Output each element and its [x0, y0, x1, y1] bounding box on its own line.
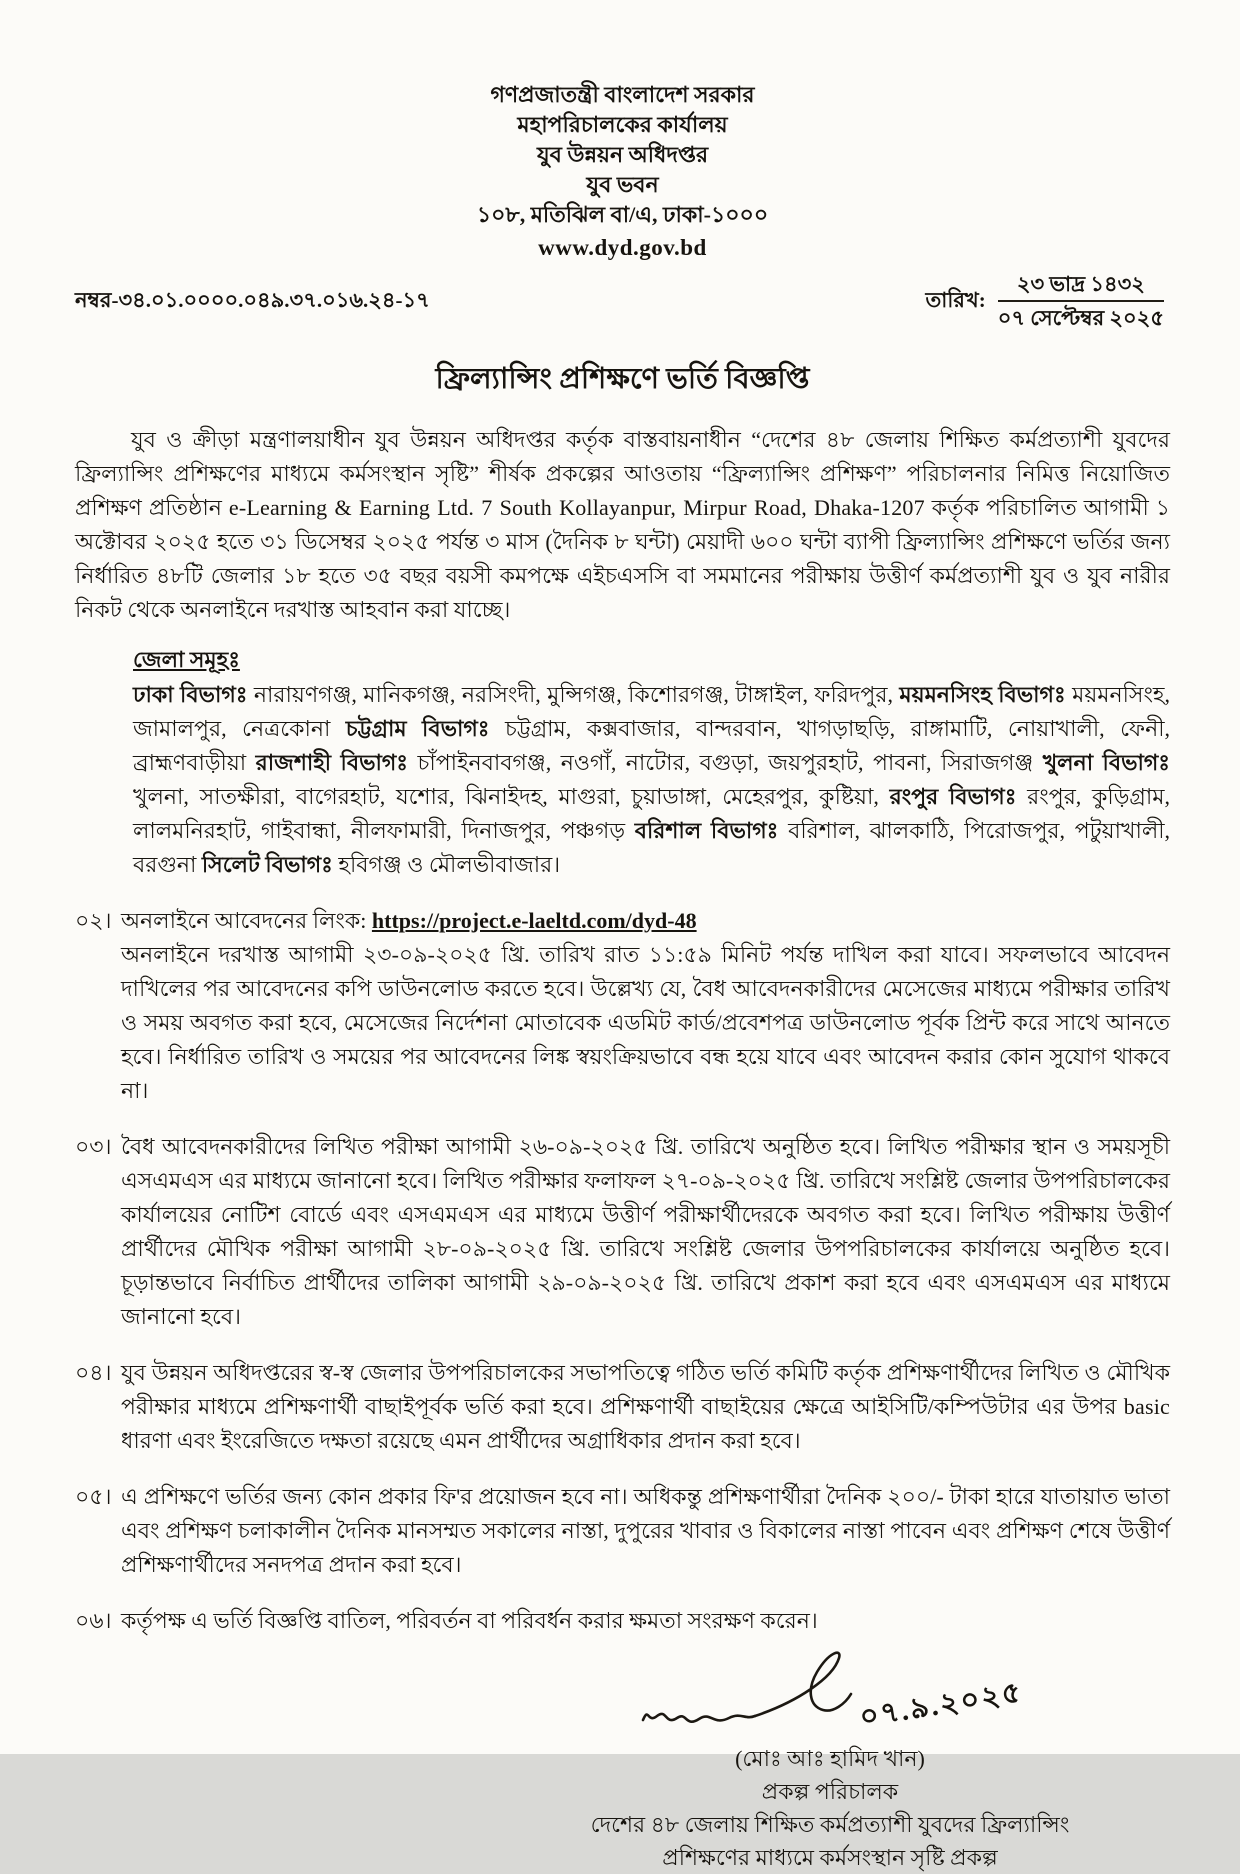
date-block	[926, 271, 1165, 332]
item-02	[75, 904, 1170, 1108]
letterhead-line-address: ১০৮, মতিঝিল বা/এ, ঢাকা-১০০০	[476, 202, 769, 227]
item-02-text: অনলাইনে দরখাস্ত আগামী ২৩-০৯-২০২৫ খ্রি. তারিখ রাত ১১:৫৯ মিনিট পর্যন্ত দাখিল করা যাবে। সফলভাবে আবেদন দাখিলের পর আবেদনের কপি ডাউনলোড করতে হবে। উল্লেখ্য যে, বৈধ আবেদনকারীদের মেসেজের মাধ্যমে পরীক্ষার তারিখ ও সময় অবগত করা হবে, মেসেজের নির্দেশনা মোতাবেক এডমিট কার্ড/প্রবেশপত্র ডাউনলোড পূর্বক প্রিন্ট করে সাথে আনতে হবে। নির্ধারিত তারিখ ও সময়ের পর আবেদনের লিঙ্ক স্বয়ংক্রিয়ভাবে বন্ধ হয়ে যাবে এবং আবেদন করার কোন সুযোগ থাকবে না।	[121, 941, 1170, 1103]
letterhead-line-building: যুব ভবন	[586, 172, 659, 197]
notice-title: ফ্রিল্যান্সিং প্রশিক্ষণে ভর্তি বিজ্ঞপ্তি	[435, 362, 810, 395]
project-name-line-1: দেশের ৪৮ জেলায় শিক্ষিত কর্মপ্রত্যাশী যুবদের ফ্রিল্যান্সিং	[590, 1811, 1070, 1837]
letterhead	[75, 80, 1170, 263]
date-fraction	[998, 271, 1164, 332]
signatory-name: (মোঃ আঃ হামিদ খান)	[735, 1745, 925, 1771]
intro-text-2: কর্তৃক পরিচালিত আগামী ১ অক্টোবর ২০২৫ হতে ৩১ ডিসেম্বর ২০২৫ পর্যন্ত ৩ মাস (দৈনিক ৮ ঘন্টা) মেয়াদী ৬০০ ঘন্টা ব্যাপী ফ্রিল্যান্সিং প্রশিক্ষণে ভর্তির জন্য নির্ধারিত ৪৮টি জেলার ১৮ হতে ৩৫ বছর বয়সী কমপক্ষে এইচএসসি বা সমমানের পরীক্ষায় উত্তীর্ণ কর্মপ্রত্যাশী যুব ও যুব নারীর নিকট থেকে অনলাইনে দরখাস্ত আহবান করা যাচ্ছে।	[75, 494, 1170, 622]
item-02-body	[121, 904, 1170, 1108]
item-06	[75, 1604, 1170, 1638]
item-03-text: বৈধ আবেদনকারীদের লিখিত পরীক্ষা আগামী ২৬-০৯-২০২৫ খ্রি. তারিখে অনুষ্ঠিত হবে। লিখিত পরীক্ষার স্থান ও সময়সূচী এসএমএস এর মাধ্যমে জানানো হবে। লিখিত পরীক্ষার ফলাফল ২৭-০৯-২০২৫ খ্রি. তারিখে সংশ্লিষ্ট জেলার উপপরিচালকের কার্যালয়ের নোটিশ বোর্ডে এবং এসএমএস এর মাধ্যমে উত্তীর্ণ পরীক্ষার্থীদেরকে অবগত করা হবে। লিখিত পরীক্ষায় উত্তীর্ণ প্রার্থীদের মৌখিক পরীক্ষা আগামী ২৮-০৯-২০২৫ খ্রি. তারিখে সংশ্লিষ্ট জেলার উপপরিচালকের কার্যালয়ে অনুষ্ঠিত হবে। চূড়ান্তভাবে নির্বাচিত প্রার্থীদের তালিকা আগামী ২৯-০৯-২০২৫ খ্রি. তারিখে প্রকাশ করা হবে এবং এসএমএস এর মাধ্যমে জানানো হবে।	[121, 1133, 1170, 1329]
item-04-text-2: ধারণা এবং ইংরেজিতে দক্ষতা রয়েছে এমন প্রার্থীদের অগ্রাধিকার প্রদান করা হবে।	[121, 1427, 801, 1453]
signature-row	[520, 1644, 1140, 1740]
item-04-latin-word: basic	[1123, 1393, 1170, 1419]
division-name-khulna: খুলনা বিভাগঃ	[1042, 749, 1171, 775]
item-05	[75, 1480, 1170, 1582]
date-bangla-calendar: ২৩ ভাদ্র ১৪৩২	[998, 271, 1164, 302]
division-districts-rangpur: রংপুর, কুড়িগ্রাম, লালমনিরহাট, গাইবান্ধা, নীলফামারী, দিনাজপুর, পঞ্চগড়	[133, 783, 1170, 843]
training-institute-name: e-Learning & Earning Ltd. 7 South Kollayanpur, Mirpur Road, Dhaka-1207	[228, 494, 925, 520]
letterhead-line-office: মহাপরিচালকের কার্যালয়	[517, 112, 728, 137]
handwritten-date: ০৭.৯.২০২৫	[857, 1675, 1025, 1734]
item-04-text-1: যুব উন্নয়ন অধিদপ্তরের স্ব-স্ব জেলার উপপরিচালকের সভাপতিত্বে গঠিত ভর্তি কমিটি কর্তৃক প্রশিক্ষণার্থীদের লিখিত ও মৌখিক পরীক্ষার মাধ্যমে প্রশিক্ষণার্থী বাছাইপূর্বক ভর্তি করা হবে। প্রশিক্ষণার্থী বাছাইয়ের ক্ষেত্রে আইসিটি/কম্পিউটার এর উপর	[121, 1359, 1170, 1419]
division-name-sylhet: সিলেট বিভাগঃ	[201, 851, 333, 877]
division-name-chattogram: চট্টগ্রাম বিভাগঃ	[345, 715, 490, 741]
division-districts-mymensingh: ময়মনসিংহ, জামালপুর, নেত্রকোনা	[133, 681, 1170, 741]
item-05-number: ০৫।	[75, 1483, 112, 1509]
date-gregorian: ০৭ সেপ্টেম্বর ২০২৫	[997, 306, 1164, 331]
signature-block	[520, 1644, 1140, 1874]
item-03	[75, 1130, 1170, 1334]
division-districts-barishal: বরিশাল, ঝালকাঠি, পিরোজপুর, পটুয়াখালী, বরগুনা	[133, 817, 1171, 877]
website-url: www.dyd.gov.bd	[538, 235, 707, 260]
division-districts-rajshahi: চাঁপাইনবাবগঞ্জ, নওগাঁ, নাটোর, বগুড়া, জয়পুরহাট, পাবনা, সিরাজগঞ্জ	[408, 749, 1043, 775]
reference-row	[75, 271, 1170, 332]
date-label: তারিখ:	[925, 287, 986, 312]
letterhead-line-government: গণপ্রজাতন্ত্রী বাংলাদেশ সরকার	[490, 82, 755, 107]
division-name-mymensingh: ময়মনসিংহ বিভাগঃ	[899, 681, 1066, 707]
item-03-number: ০৩।	[75, 1133, 112, 1159]
application-link-line	[121, 904, 1170, 938]
districts-heading: জেলা সমূহঃ	[133, 646, 240, 672]
memo-number: নম্বর-৩৪.০১.০০০০.০৪৯.৩৭.০১৬.২৪-১৭	[75, 287, 430, 312]
application-link[interactable]: https://project.e-laeltd.com/dyd-48	[371, 907, 697, 933]
intro-paragraph	[75, 423, 1170, 627]
districts-list	[133, 678, 1170, 882]
application-link-label: অনলাইনে আবেদনের লিংক:	[121, 907, 372, 933]
division-districts-khulna: খুলনা, সাতক্ষীরা, বাগেরহাট, যশোর, ঝিনাইদহ, মাগুরা, চুয়াডাঙ্গা, মেহেরপুর, কুষ্টিয়া,	[133, 783, 890, 809]
division-name-dhaka: ঢাকা বিভাগঃ	[133, 681, 248, 707]
intro-text-1: যুব ও ক্রীড়া মন্ত্রণালয়াধীন যুব উন্নয়ন অধিদপ্তর কর্তৃক বাস্তবায়নাধীন “দেশের ৪৮ জেলায় শিক্ষিত কর্মপ্রত্যাশী যুবদের ফ্রিল্যান্সিং প্রশিক্ষণের মাধ্যমে কর্মসংস্থান সৃষ্টি” শীর্ষক প্রকল্পের আওতায় “ফ্রিল্যান্সিং প্রশিক্ষণ” পরিচালনার নিমিত্ত নিয়োজিত প্রশিক্ষণ প্রতিষ্ঠান	[75, 426, 1170, 520]
item-05-text: এ প্রশিক্ষণে ভর্তির জন্য কোন প্রকার ফি'র প্রয়োজন হবে না। অধিকন্তু প্রশিক্ষণার্থীরা দৈনিক ২০০/- টাকা হারে যাতায়াত ভাতা এবং প্রশিক্ষণ চলাকালীন দৈনিক মানসম্মত সকালের নাস্তা, দুপুরের খাবার ও বিকালের নাস্তা পাবেন এবং প্রশিক্ষণ শেষে উত্তীর্ণ প্রশিক্ষণার্থীদের সনদপত্র প্রদান করা হবে।	[121, 1483, 1170, 1577]
division-name-barishal: বরিশাল বিভাগঃ	[634, 817, 779, 843]
division-name-rangpur: রংপুর বিভাগঃ	[889, 783, 1017, 809]
letterhead-line-department: যুব উন্নয়ন অধিদপ্তর	[536, 142, 709, 167]
item-04-number: ০৪।	[75, 1359, 112, 1385]
division-name-rajshahi: রাজশাহী বিভাগঃ	[255, 749, 409, 775]
item-02-number: ০২।	[75, 907, 112, 933]
item-04	[75, 1356, 1170, 1458]
project-name-line-2: প্রশিক্ষণের মাধ্যমে কর্মসংস্থান সৃষ্টি প্রকল্প	[662, 1844, 998, 1870]
signatory-designation: প্রকল্প পরিচালক	[761, 1778, 899, 1804]
item-06-text: কর্তৃপক্ষ এ ভর্তি বিজ্ঞপ্তি বাতিল, পরিবর্তন বা পরিবর্ধন করার ক্ষমতা সংরক্ষণ করেন।	[121, 1607, 818, 1633]
division-districts-sylhet: হবিগঞ্জ ও মৌলভীবাজার।	[332, 851, 561, 877]
signature-scribble-icon	[637, 1644, 857, 1740]
division-districts-chattogram: চট্টগ্রাম, কক্সবাজার, বান্দরবান, খাগড়াছড়ি, রাঙ্গামাটি, নোয়াখালী, ফেনী, ব্রাহ্মণবাড়ীয়া	[133, 715, 1171, 775]
item-06-number: ০৬।	[75, 1607, 112, 1633]
item-04-text	[121, 1356, 1170, 1458]
division-districts-dhaka: নারায়ণগঞ্জ, মানিকগঞ্জ, নরসিংদী, মুন্সিগঞ্জ, কিশোরগঞ্জ, টাঙ্গাইল, ফরিদপুর,	[247, 681, 900, 707]
districts-section	[133, 643, 1170, 882]
